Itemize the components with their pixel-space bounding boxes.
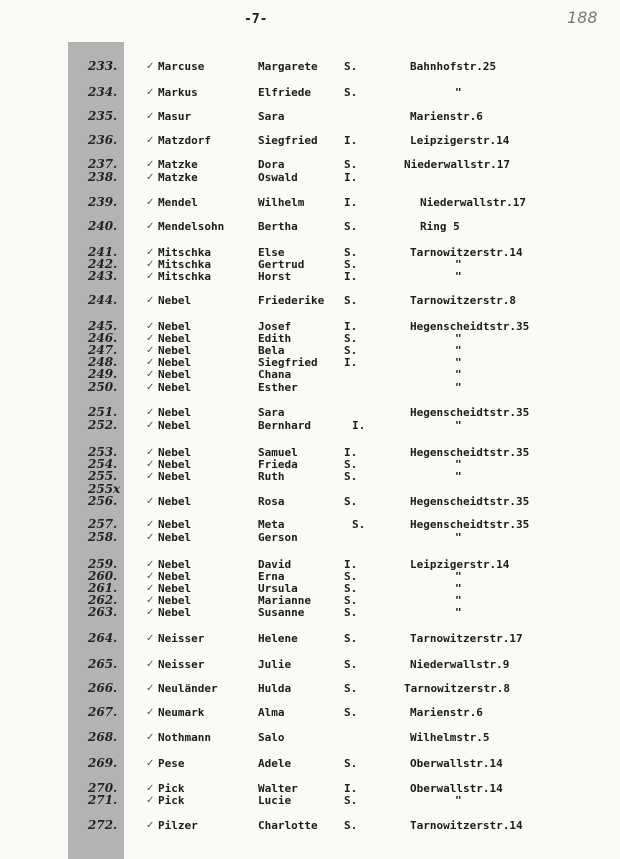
table-row [0,86,620,99]
surname: Nebel [158,294,192,307]
address: " [455,458,462,471]
check-mark-icon: ✓ [146,758,155,769]
check-mark-icon: ✓ [146,259,155,270]
given-name: Ursula [258,582,298,595]
surname: Nebel [158,582,192,595]
entry-number: 264. [88,631,118,645]
entry-number: 235. [88,109,118,123]
given-name: Oswald [258,171,298,184]
given-name: Erna [258,570,285,583]
surname: Neumark [158,706,205,719]
entry-number: 252. [88,418,118,432]
check-mark-icon: ✓ [146,595,155,606]
surname: Nothmann [158,731,211,744]
address: " [455,344,462,357]
given-name: Margarete [258,60,318,73]
given-name: Charlotte [258,819,318,832]
entry-number: 246. [88,331,118,345]
entry-number: 271. [88,793,118,807]
given-name: Edith [258,332,292,345]
gender-marker: S. [344,294,358,307]
entry-number: 267. [88,705,118,719]
table-row [0,606,620,619]
gender-marker: I. [344,558,358,571]
table-row [0,731,620,744]
table-row [0,110,620,123]
check-mark-icon: ✓ [146,447,155,458]
surname: Matzke [158,171,198,184]
surname: Nebel [158,470,192,483]
given-name: Dora [258,158,285,171]
address: Oberwallstr.14 [410,782,503,795]
table-row [0,270,620,283]
gender-marker: S. [344,706,358,719]
gender-marker: I. [352,419,366,432]
table-row [0,294,620,307]
surname: Pick [158,794,185,807]
check-mark-icon: ✓ [146,783,155,794]
check-mark-icon: ✓ [146,683,155,694]
given-name: Bertha [258,220,298,233]
check-mark-icon: ✓ [146,407,155,418]
check-mark-icon: ✓ [146,159,155,170]
surname: Nebel [158,344,192,357]
address: " [455,258,462,271]
entry-number: 236. [88,133,118,147]
table-row [0,220,620,233]
gender-marker: S. [344,258,358,271]
given-name: Hulda [258,682,292,695]
table-row [0,658,620,671]
address: Marienstr.6 [410,706,483,719]
entry-number: 250. [88,380,118,394]
address: " [455,606,462,619]
given-name: Siegfried [258,356,318,369]
surname: Matzdorf [158,134,211,147]
gender-marker: S. [344,332,358,345]
table-row [0,495,620,508]
entry-number: 238. [88,170,118,184]
check-mark-icon: ✓ [146,607,155,618]
entry-number: 251. [88,405,118,419]
address: " [455,356,462,369]
check-mark-icon: ✓ [146,659,155,670]
gender-marker: S. [352,518,366,531]
surname: Nebel [158,356,192,369]
given-name: Elfriede [258,86,311,99]
given-name: Samuel [258,446,298,459]
address: Hegenscheidtstr.35 [410,495,530,508]
check-mark-icon: ✓ [146,633,155,644]
surname: Pick [158,782,185,795]
gender-marker: S. [344,658,358,671]
surname: Nebel [158,406,192,419]
address: Ring 5 [420,220,460,233]
given-name: Bernhard [258,419,311,432]
address: " [455,594,462,607]
table-row [0,134,620,147]
surname: Mitschka [158,246,211,259]
address: Niederwallstr.9 [410,658,510,671]
check-mark-icon: ✓ [146,795,155,806]
given-name: Marianne [258,594,311,607]
given-name: Else [258,246,285,259]
gender-marker: S. [344,470,358,483]
gender-marker: I. [344,356,358,369]
gender-marker: I. [344,446,358,459]
entry-number: 243. [88,269,118,283]
surname: Nebel [158,458,192,471]
given-name: Chana [258,368,292,381]
check-mark-icon: ✓ [146,221,155,232]
gender-marker: S. [344,344,358,357]
entry-number: 262. [88,593,118,607]
gender-marker: S. [344,458,358,471]
surname: Mitschka [158,258,211,271]
entry-number: 256. [88,494,118,508]
table-row [0,819,620,832]
given-name: Julie [258,658,292,671]
entry-number: 248. [88,355,118,369]
gender-marker: S. [344,682,358,695]
address: " [455,470,462,483]
surname: Nebel [158,419,192,432]
given-name: Friederike [258,294,325,307]
gender-marker: S. [344,86,358,99]
address: " [455,582,462,595]
entry-number: 266. [88,681,118,695]
table-row [0,682,620,695]
address: " [455,381,462,394]
entry-number: 261. [88,581,118,595]
given-name: Ruth [258,470,285,483]
check-mark-icon: ✓ [146,571,155,582]
given-name: Rosa [258,495,285,508]
entry-number: 242. [88,257,118,271]
address: " [455,368,462,381]
check-mark-icon: ✓ [146,583,155,594]
check-mark-icon: ✓ [146,369,155,380]
given-name: Frieda [258,458,298,471]
page-number: -7- [244,12,268,27]
surname: Marcuse [158,60,205,73]
entry-number: 260. [88,569,118,583]
given-name: Lucie [258,794,292,807]
entry-number: 254. [88,457,118,471]
surname: Nebel [158,495,192,508]
address: " [455,332,462,345]
given-name: Josef [258,320,292,333]
check-mark-icon: ✓ [146,333,155,344]
check-mark-icon: ✓ [146,321,155,332]
entry-number: 245. [88,319,118,333]
gender-marker: S. [344,606,358,619]
gender-marker: I. [344,782,358,795]
table-row [0,381,620,394]
given-name: Adele [258,757,292,770]
gender-marker: S. [344,632,358,645]
given-name: Helene [258,632,298,645]
address: Marienstr.6 [410,110,483,123]
surname: Neisser [158,632,205,645]
surname: Neisser [158,658,205,671]
entry-number: 269. [88,756,118,770]
check-mark-icon: ✓ [146,532,155,543]
gender-marker: S. [344,594,358,607]
entry-number: 255. [88,469,118,483]
address: Niederwallstr.17 [404,158,510,171]
given-name: Salo [258,731,285,744]
check-mark-icon: ✓ [146,471,155,482]
gender-marker: I. [344,196,358,209]
entry-number: 270. [88,781,118,795]
check-mark-icon: ✓ [146,382,155,393]
check-mark-icon: ✓ [146,732,155,743]
surname: Pilzer [158,819,198,832]
surname: Matzke [158,158,198,171]
check-mark-icon: ✓ [146,61,155,72]
address: " [455,86,462,99]
given-name: David [258,558,292,571]
check-mark-icon: ✓ [146,559,155,570]
table-row [0,60,620,73]
address: Leipzigerstr.14 [410,134,510,147]
gender-marker: S. [344,220,358,233]
table-row [0,196,620,209]
entry-number: 263. [88,605,118,619]
check-mark-icon: ✓ [146,519,155,530]
address: Hegenscheidtstr.35 [410,406,530,419]
address: Bahnhofstr.25 [410,60,497,73]
entry-number: 268. [88,730,118,744]
gender-marker: S. [344,60,358,73]
check-mark-icon: ✓ [146,496,155,507]
entry-number: 272. [88,818,118,832]
surname: Masur [158,110,192,123]
gender-marker: S. [344,158,358,171]
entry-number: 257. [88,517,118,531]
address: Tarnowitzerstr.8 [410,294,516,307]
given-name: Sara [258,406,285,419]
entry-number: 265. [88,657,118,671]
surname: Neuländer [158,682,218,695]
gender-marker: I. [344,171,358,184]
given-name: Esther [258,381,298,394]
entry-number: 241. [88,245,118,259]
address: Hegenscheidtstr.35 [410,446,530,459]
given-name: Alma [258,706,285,719]
entry-number: 259. [88,557,118,571]
surname: Nebel [158,381,192,394]
given-name: Horst [258,270,292,283]
given-name: Wilhelm [258,196,305,209]
surname: Mendel [158,196,198,209]
surname: Nebel [158,332,192,345]
address: Niederwallstr.17 [420,196,526,209]
given-name: Bela [258,344,285,357]
gender-marker: S. [344,570,358,583]
check-mark-icon: ✓ [146,247,155,258]
address: Leipzigerstr.14 [410,558,510,571]
table-row [0,171,620,184]
gender-marker: S. [344,246,358,259]
gender-marker: S. [344,582,358,595]
entry-number: 258. [88,530,118,544]
entry-number: 247. [88,343,118,357]
check-mark-icon: ✓ [146,420,155,431]
given-name: Susanne [258,606,305,619]
gender-marker: S. [344,757,358,770]
surname: Nebel [158,446,192,459]
entry-number: 253. [88,445,118,459]
given-name: Sara [258,110,285,123]
surname: Markus [158,86,198,99]
check-mark-icon: ✓ [146,197,155,208]
check-mark-icon: ✓ [146,820,155,831]
entry-number: 237. [88,157,118,171]
check-mark-icon: ✓ [146,172,155,183]
address: " [455,531,462,544]
given-name: Meta [258,518,285,531]
given-name: Siegfried [258,134,318,147]
entry-number: 234. [88,85,118,99]
address: " [455,794,462,807]
check-mark-icon: ✓ [146,345,155,356]
gender-marker: S. [344,495,358,508]
address: Hegenscheidtstr.35 [410,518,530,531]
gender-marker: I. [344,270,358,283]
given-name: Gerson [258,531,298,544]
check-mark-icon: ✓ [146,87,155,98]
table-row [0,757,620,770]
address: Wilhelmstr.5 [410,731,490,744]
address: Hegenscheidtstr.35 [410,320,530,333]
address: " [455,270,462,283]
address: Tarnowitzerstr.8 [404,682,510,695]
given-name: Gertrud [258,258,305,271]
surname: Nebel [158,531,192,544]
surname: Nebel [158,320,192,333]
address: " [455,419,462,432]
surname: Nebel [158,570,192,583]
check-mark-icon: ✓ [146,295,155,306]
address: Tarnowitzerstr.14 [410,246,523,259]
surname: Mendelsohn [158,220,225,233]
gender-marker: I. [344,320,358,333]
check-mark-icon: ✓ [146,459,155,470]
check-mark-icon: ✓ [146,271,155,282]
entry-number: 239. [88,195,118,209]
gender-marker: S. [344,819,358,832]
table-row [0,706,620,719]
surname: Pese [158,757,185,770]
gender-marker: S. [344,794,358,807]
surname: Mitschka [158,270,211,283]
entry-number: 255x [88,482,121,496]
address: Tarnowitzerstr.17 [410,632,523,645]
address: " [455,570,462,583]
surname: Nebel [158,368,192,381]
table-row [0,531,620,544]
address: Tarnowitzerstr.14 [410,819,523,832]
surname: Nebel [158,594,192,607]
entry-number: 240. [88,219,118,233]
entry-number: 249. [88,367,118,381]
table-row [0,794,620,807]
surname: Nebel [158,518,192,531]
check-mark-icon: ✓ [146,135,155,146]
given-name: Walter [258,782,298,795]
table-row [0,419,620,432]
folio-number: 188 [567,8,598,27]
table-row [0,632,620,645]
check-mark-icon: ✓ [146,357,155,368]
check-mark-icon: ✓ [146,707,155,718]
gender-marker: I. [344,134,358,147]
address: Oberwallstr.14 [410,757,503,770]
entry-number: 233. [88,59,118,73]
entry-number: 244. [88,293,118,307]
surname: Nebel [158,606,192,619]
check-mark-icon: ✓ [146,111,155,122]
surname: Nebel [158,558,192,571]
